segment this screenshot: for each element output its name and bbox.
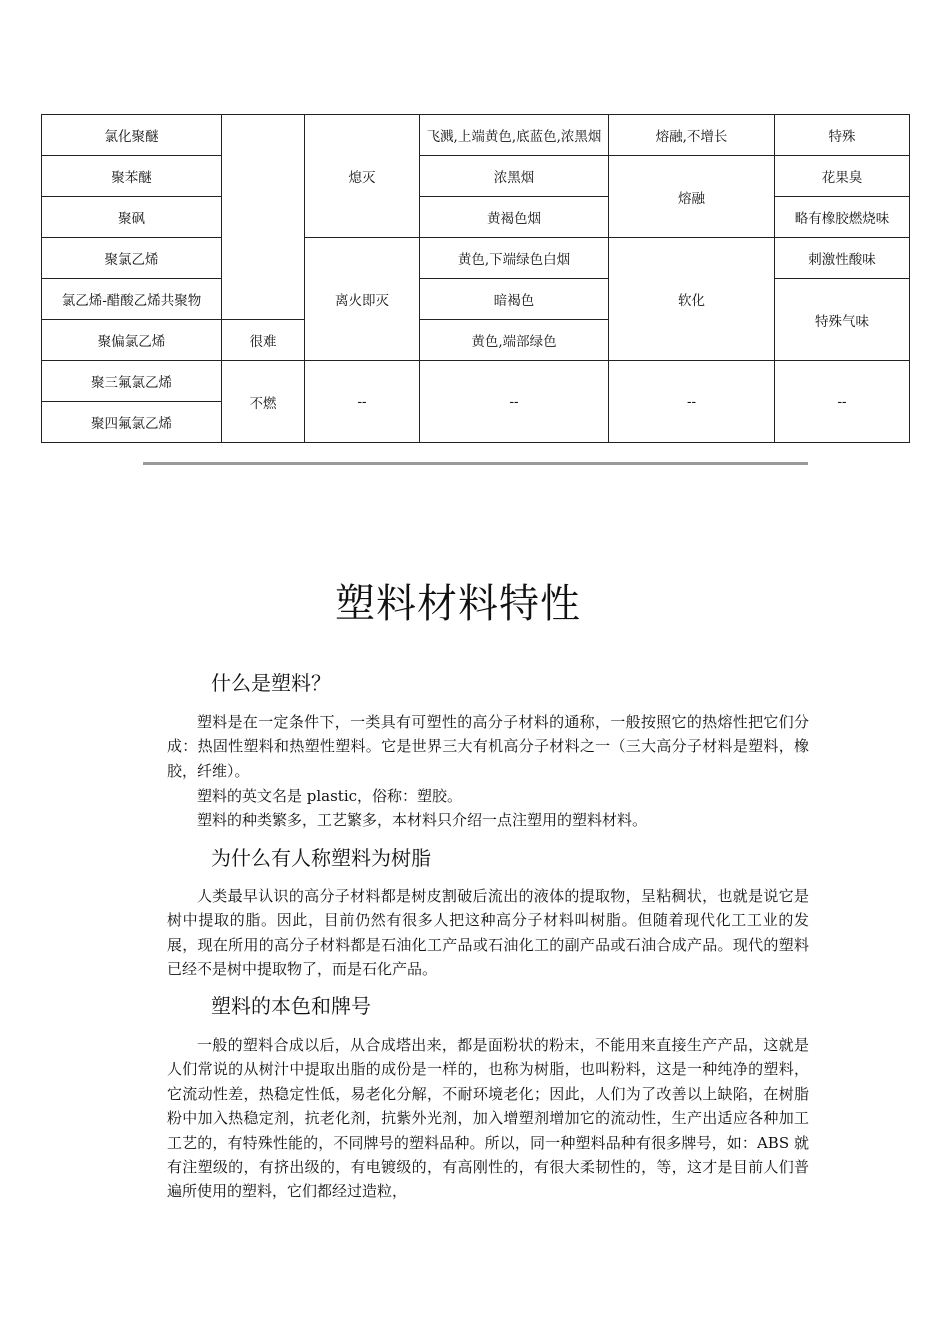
table-cell: -- [305,361,420,443]
paragraph: 塑料的种类繁多，工艺繁多，本材料只介绍一点注塑用的塑料材料。 [197,811,648,829]
table-cell: 氯乙烯-醋酸乙烯共聚物 [42,279,222,320]
table-cell: -- [609,361,775,443]
table-cell: 飞溅,上端黄色,底蓝色,浓黑烟 [420,115,609,156]
table-row [42,156,910,197]
table-cell: 聚苯醚 [42,156,222,197]
horizontal-divider [143,462,808,465]
table-cell: 氯化聚醚 [42,115,222,156]
table-cell: 熄灭 [305,115,420,238]
burning-test-table [41,114,910,443]
table-cell: 不燃 [222,361,305,443]
table-row [42,115,910,156]
table-cell: 聚砜 [42,197,222,238]
table-row [42,361,910,402]
table-cell: 花果臭 [775,156,910,197]
paragraph: 塑料是在一定条件下，一类具有可塑性的高分子材料的通称，一般按照它的热熔性把它们分成：热固性塑料和热塑性塑料。它是世界三大有机高分子材料之一（三大高分子材料是塑料，橡胶，纤维）。 [167,713,809,780]
table-cell: 黄褐色烟 [420,197,609,238]
table-cell: 暗褐色 [420,279,609,320]
section-heading: 什么是塑料？ [211,671,331,695]
table-cell: 熔融 [609,156,775,238]
table-cell: 黄色,下端绿色白烟 [420,238,609,279]
table-cell: 软化 [609,238,775,361]
table-cell: -- [420,361,609,443]
table-row [42,279,910,320]
table-cell: 聚四氟氯乙烯 [42,402,222,443]
table-row [42,197,910,238]
table-cell: 聚氯乙烯 [42,238,222,279]
table-cell: 浓黑烟 [420,156,609,197]
table-cell: 离火即灭 [305,238,420,361]
table-cell: 特殊 [775,115,910,156]
table-cell: 特殊气味 [775,279,910,361]
paragraph: 塑料的英文名是 plastic，俗称：塑胶。 [197,787,463,805]
section-heading: 为什么有人称塑料为树脂 [211,846,431,870]
table-cell: 黄色,端部绿色 [420,320,609,361]
table-cell: 聚三氟氯乙烯 [42,361,222,402]
paragraph: 一般的塑料合成以后，从合成塔出来，都是面粉状的粉末，不能用来直接生产产品，这就是人们常说的从树汁中提取出脂的成份是一样的，也称为树脂，也叫粉料，这是一种纯净的塑料，它流动性差，热稳定性低，易老化分解，不耐环境老化；因此，人们为了改善以上缺陷，在树脂粉中加入热稳定剂，抗老化剂，抗紫外光剂，加入增塑剂增加它的流动性，生产出适应各种加工工艺的，有特殊性能的，不同牌号的塑料品种。所以，同一种塑料品种有很多牌号，如：ABS 就有注塑级的，有挤出级的，有电镀级的，有高刚性的，有很大柔韧性的，等，这才是目前人们普遍所使用的塑料，它们都经过造粒， [167,1036,809,1201]
section-heading: 塑料的本色和牌号 [211,994,371,1018]
paragraph: 人类最早认识的高分子材料都是树皮割破后流出的液体的提取物，呈粘稠状，也就是说它是树中提取的脂。因此，目前仍然有很多人把这种高分子材料叫树脂。但随着现代化工工业的发展，现在所用的高分子材料都是石油化工产品或石油化工的副产品或石油合成产品。现代的塑料已经不是树中提取物了，而是石化产品。 [167,887,809,979]
table-cell: 很难 [222,320,305,361]
page-title: 塑料材料特性 [335,581,581,627]
table-cell: 刺激性酸味 [775,238,910,279]
table-cell: 略有橡胶燃烧味 [775,197,910,238]
table-cell: -- [775,361,910,443]
table-row [42,238,910,279]
table-cell: 熔融,不增长 [609,115,775,156]
table-cell [222,115,305,320]
table-cell: 聚偏氯乙烯 [42,320,222,361]
